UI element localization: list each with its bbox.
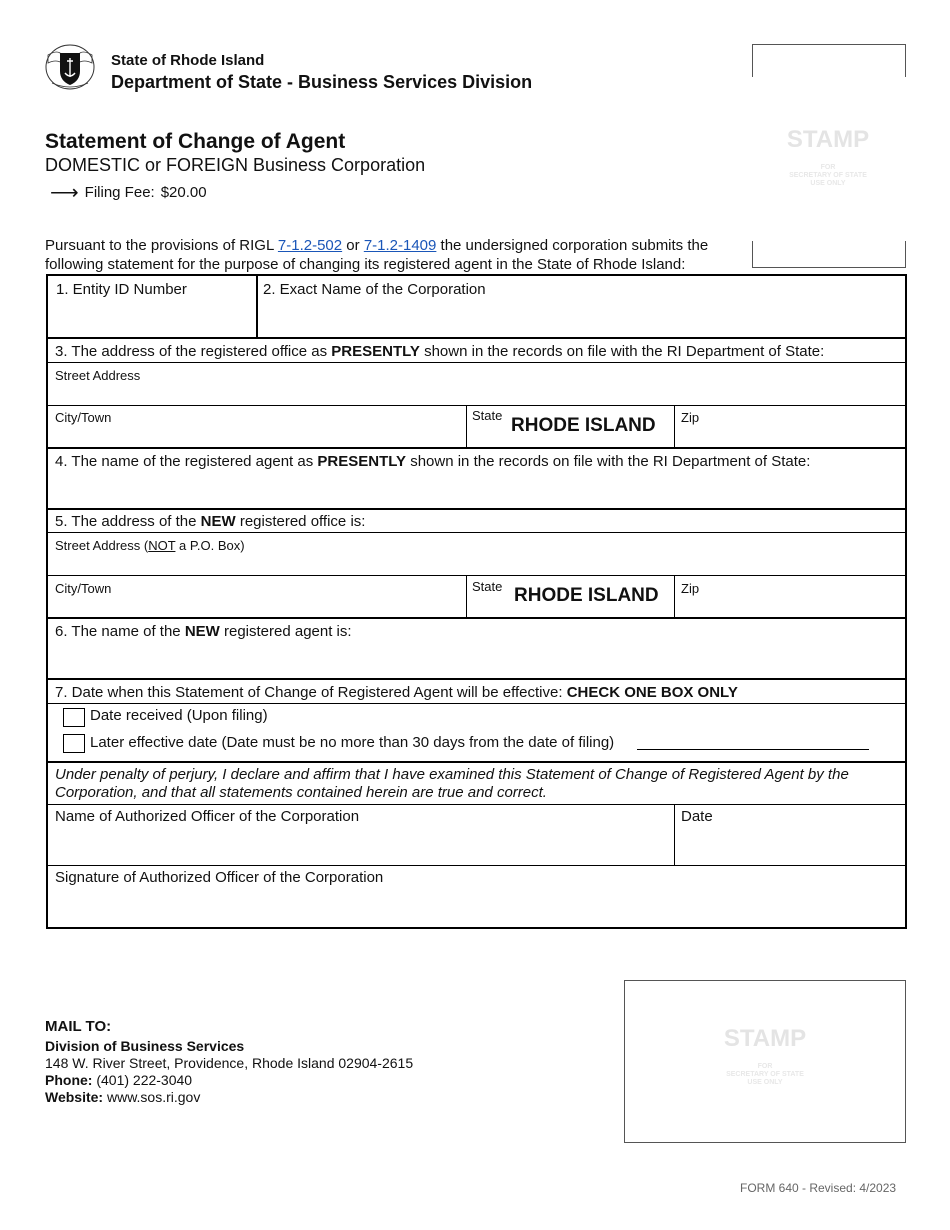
city-label: City/Town: [55, 410, 112, 425]
zip-label: Zip: [681, 410, 700, 425]
officer-name-label: Name of Authorized Officer of the Corporation: [55, 808, 360, 825]
stamp-line1: FOR: [820, 164, 836, 171]
signature-field[interactable]: [48, 866, 900, 924]
section-6-label: 6. The name of the NEW registered agent is:: [55, 623, 352, 640]
filing-fee: [50, 181, 207, 204]
section-3-label: 3. The address of the registered office as PRESENTLY shown in the records on file with the RI Department of State:: [55, 343, 825, 360]
date-label: Date: [681, 808, 713, 825]
rigl-link-1409[interactable]: 7-1.2-1409: [363, 237, 437, 254]
mail-to-block: [45, 1018, 413, 1106]
form-number: FORM 640 - Revised: 4/2023: [740, 1181, 897, 1195]
stamp-box-top: [752, 44, 906, 77]
new-state-value: RHODE ISLAND: [514, 585, 659, 606]
page-title: Statement of Change of Agent: [45, 130, 346, 153]
new-city-label: City/Town: [55, 581, 112, 596]
stamp-line3: USE ONLY: [810, 180, 846, 187]
mail-heading: MAIL TO:: [45, 1018, 112, 1035]
perjury-statement: Under penalty of perjury, I declare and affirm that I have examined this Statement of Change of Registered Agent by the Corporation, and that all statements contained herein are true and correct.: [55, 766, 849, 801]
section-4-label: 4. The name of the registered agent as PRESENTLY shown in the records on file with the RI Department of State:: [55, 453, 811, 470]
mail-phone: Phone: (401) 222-3040: [45, 1072, 193, 1088]
corp-name-label: 2. Exact Name of the Corporation: [263, 281, 486, 298]
state-label: State: [472, 408, 503, 423]
later-date-input-line[interactable]: [637, 749, 869, 750]
corp-name-field[interactable]: [260, 276, 900, 336]
present-city-field[interactable]: [48, 406, 465, 448]
state-name: State of Rhode Island: [111, 52, 265, 69]
present-agent-field[interactable]: [48, 474, 900, 507]
section-5-label: 5. The address of the NEW registered office is:: [55, 513, 366, 530]
stamp-bottom-label: STAMP FOR SECRETARY OF STATE USE ONLY: [723, 1025, 807, 1086]
street-label: Street Address: [55, 368, 141, 383]
officer-name-field[interactable]: [48, 805, 673, 865]
department-name: Department of State - Business Services Division: [111, 72, 533, 92]
new-state-label: State: [472, 579, 503, 594]
entity-id-field[interactable]: [48, 276, 255, 336]
stamp-top-label: [752, 126, 904, 188]
new-street-field[interactable]: [48, 533, 900, 575]
fee-value: $20.00: [160, 184, 207, 201]
form-grid: [46, 274, 907, 929]
stamp-box-bottom: [624, 980, 906, 1143]
intro-text: Pursuant to the provisions of RIGL 7-1.2-502 or 7-1.2-1409 the undersigned corporation submits the following statement for the purpose of changing its registered agent in the State of Rhode Island:: [45, 237, 709, 273]
new-zip-field[interactable]: [676, 576, 900, 618]
page-subtitle: DOMESTIC or FOREIGN Business Corporation: [45, 155, 426, 175]
fee-label: Filing Fee:: [84, 184, 155, 201]
state-seal-icon: [44, 43, 96, 91]
new-street-label: Street Address (NOT a P.O. Box): [55, 538, 245, 553]
signature-label: Signature of Authorized Officer of the Corporation: [55, 869, 384, 886]
new-zip-label: Zip: [681, 581, 700, 596]
upon-filing-label: Date received (Upon filing): [90, 707, 268, 724]
section-7-label: 7. Date when this Statement of Change of Registered Agent will be effective: CHECK ONE BOX ONLY: [55, 684, 738, 701]
entity-id-label: 1. Entity ID Number: [56, 281, 187, 298]
present-state-value: RHODE ISLAND: [511, 415, 656, 436]
mail-division: Division of Business Services: [45, 1038, 245, 1054]
new-city-field[interactable]: [48, 576, 465, 618]
present-zip-field[interactable]: [676, 406, 900, 448]
stamp-box-top-lower: [752, 241, 906, 268]
stamp-line2: SECRETARY OF STATE: [789, 172, 867, 179]
rigl-link-502[interactable]: 7-1.2-502: [277, 237, 343, 254]
stamp-word: STAMP: [786, 126, 870, 153]
mail-address: 148 W. River Street, Providence, Rhode Island 02904-2615: [45, 1055, 414, 1071]
mail-website: Website: www.sos.ri.gov: [45, 1089, 201, 1105]
later-date-label: Later effective date (Date must be no more than 30 days from the date of filing): [90, 734, 615, 751]
arrow-right-icon: ⟶: [50, 181, 79, 204]
new-agent-field[interactable]: [48, 644, 900, 677]
upon-filing-checkbox[interactable]: [63, 708, 85, 727]
present-street-field[interactable]: [48, 363, 900, 405]
later-date-checkbox[interactable]: [63, 734, 85, 753]
date-field[interactable]: [676, 805, 900, 865]
